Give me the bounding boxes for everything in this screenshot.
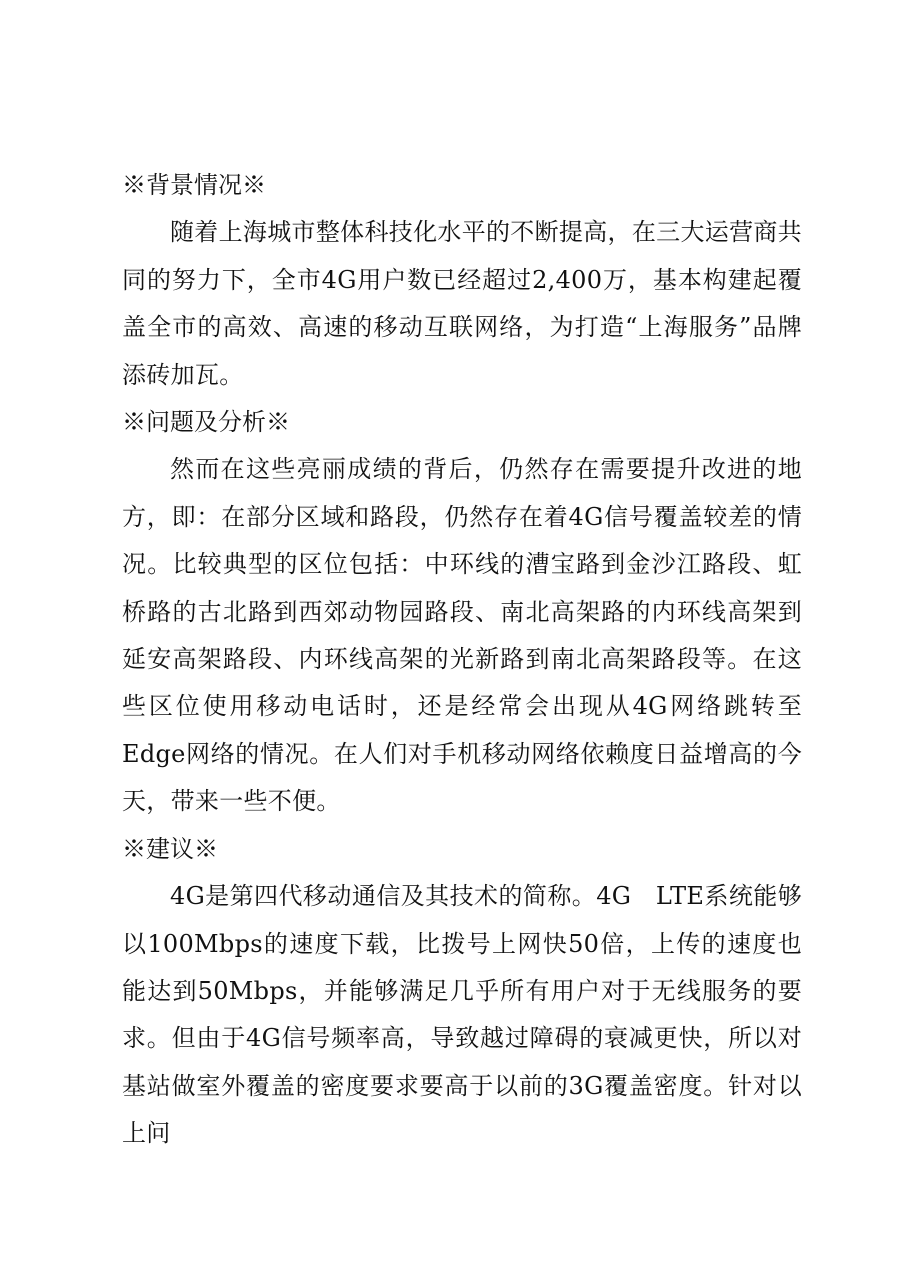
section-paragraph-background: 随着上海城市整体科技化水平的不断提高，在三大运营商共同的努力下，全市4G用户数已经超过2,400万，基本构建起覆盖全市的高效、高速的移动互联网络，为打造“上海服务”品牌添砖加瓦。 [122,218,802,389]
section-heading-background: ※背景情况※ [122,171,266,199]
section-heading-problem-analysis: ※问题及分析※ [122,408,290,437]
section-paragraph-problem-analysis: 然而在这些亮丽成绩的背后，仍然存在需要提升改进的地方，即：在部分区域和路段，仍然存在着4G信号覆盖较差的情况。比较典型的区位包括：中环线的漕宝路到金沙江路段、虹桥路的古北路到西郊动物园路段、南北高架路的内环线高架到延安高架路段、内环线高架的光新路到南北高架路段等。在这些区位使用移动电话时，还是经常会出现从4G网络跳转至Edge网络的情况。在人们对手机移动网络依赖度日益增高的今天，带来一些不便。 [122,455,802,816]
section-paragraph-suggestions: 4G是第四代移动通信及其技术的简称。4G LTE系统能够以100Mbps的速度下载，比拨号上网快50倍，上传的速度也能达到50Mbps，并能够满足几乎所有用户对于无线服务的要求。但由于4G信号频率高，导致越过障碍的衰减更快，所以对基站做室外覆盖的密度要求要高于以前的3G覆盖密度。针对以上问 [122,882,802,1148]
document-body [122,162,802,1158]
section-heading-suggestions: ※建议※ [122,834,218,863]
